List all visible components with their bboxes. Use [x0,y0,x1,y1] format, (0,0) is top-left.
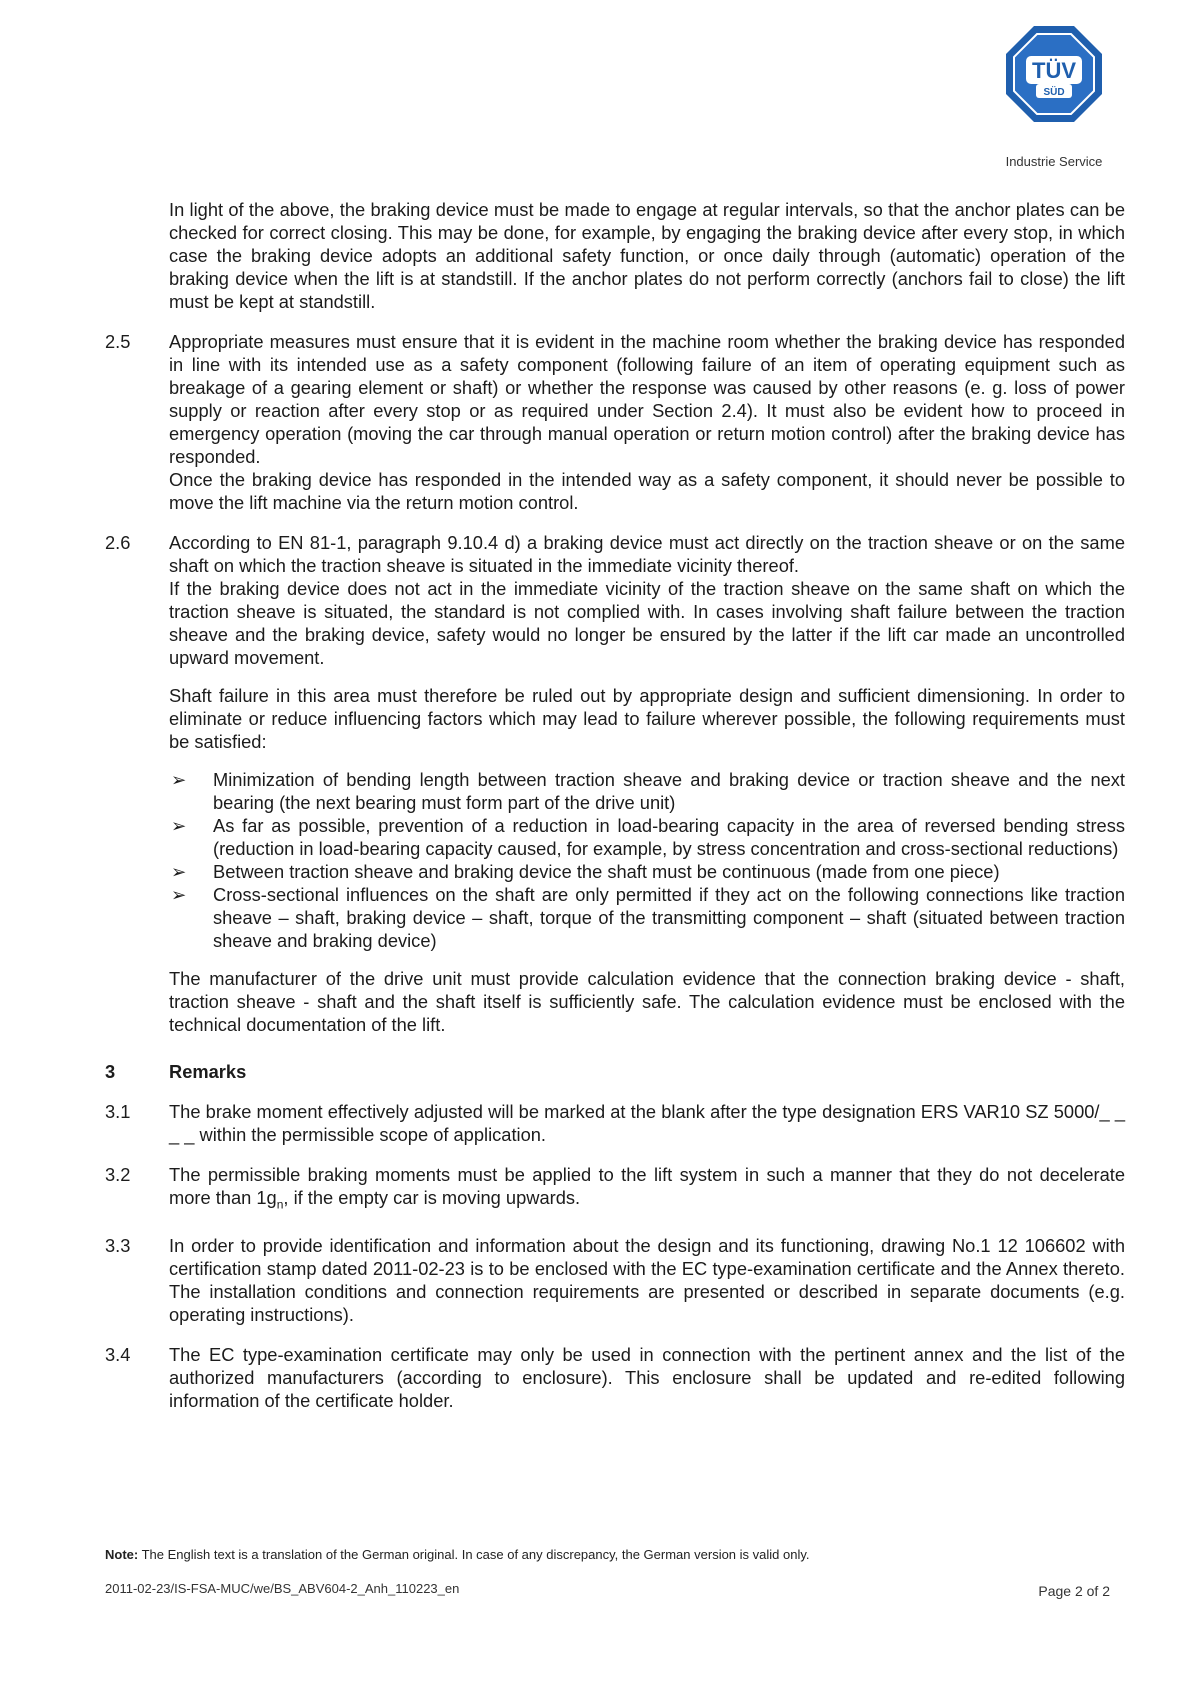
section-2-6-paragraph-1: According to EN 81-1, paragraph 9.10.4 d) a braking device must act directly on the traction sheave or on the same shaft on which the traction sheave is situated in the immediate vicinity thereof. [169,532,1125,576]
list-item: ➢ Minimization of bending length between traction sheave and braking device or traction sheave and the next bearing (the next bearing must form part of the drive unit) [171,769,1125,813]
arrow-bullet-icon: ➢ [171,815,187,836]
intro-paragraph: In light of the above, the braking device must be made to engage at regular intervals, so that the anchor plates can be checked for correct closing. This may be done, for example, by engaging the braking device after every stop, in which case the braking device adopts an additional safety function, or once daily through (automatic) operation of the braking device when the lift is at standstill. If the anchor plates do not perform correctly (anchors fail to close) the lift must be kept at standstill. [169,199,1125,312]
list-item: ➢ Between traction sheave and braking device the shaft must be continuous (made from one piece) [171,861,1000,882]
heading-title: Remarks [169,1061,247,1082]
section-3-1: 3.1 The brake moment effectively adjusted will be marked at the blank after the type designation ERS VAR10 SZ 5000/_ _ _ _ within the permissible scope of application. [105,1101,1125,1145]
logo-mark-top: TÜV [1032,58,1076,83]
document-reference: 2011-02-23/IS-FSA-MUC/we/BS_ABV604-2_Anh_110223_en [105,1581,460,1596]
list-item: ➢ As far as possible, prevention of a reduction in load-bearing capacity in the area of reversed bending stress (reduction in load-bearing capacity caused, for example, by stress concentration and cross-sectional reductions) [171,815,1125,859]
note-text: The English text is a translation of the German original. In case of any discrepancy, the German version is valid only. [138,1547,810,1562]
remarks-heading [105,1060,1125,1083]
section-2-5-paragraph-2: Once the braking device has responded in the intended way as a safety component, it should never be possible to move the lift machine via the return motion control. [169,469,1125,513]
section-number: 2.6 [105,532,131,553]
section-2-5-paragraph-1: Appropriate measures must ensure that it is evident in the machine room whether the braking device has responded in line with its intended use as a safety component (following failure of an item of operating equipment such as breakage of a gearing element or shaft) or whether the response was caused by other reasons (e. g. loss of power supply or reaction after every stop or as required under Section 2.4). It must also be evident how to proceed in emergency operation (moving the car through manual operation or return motion control) after the braking device has responded. [169,331,1125,467]
tuv-sud-logo [1000,22,1108,169]
document-body [105,198,1125,1412]
logo-mark-bottom: SÜD [1043,87,1065,98]
arrow-bullet-icon: ➢ [171,884,187,905]
section-3-2: 3.2 The permissible braking moments must be applied to the lift system in such a manner that they do not decelerate more than $1g_n$, if the empty car is moving upwards. [105,1164,1125,1212]
translation-note [105,1547,810,1562]
section-3-4: 3.4 The EC type-examination certificate may only be used in connection with the pertinent annex and the list of the authorized manufacturers (according to enclosure). This enclosure shall be updated and re-edited following information of the certificate holder. [105,1343,1125,1411]
page-number: Page 2 of 2 [1038,1583,1110,1599]
arrow-bullet-icon: ➢ [171,769,187,790]
logo-caption: Industrie Service [1005,154,1103,169]
heading-number: 3 [105,1061,116,1082]
section-2-6-paragraph-2: If the braking device does not act in the immediate vicinity of the traction sheave on the same shaft on which the traction sheave is situated, the standard is not complied with. In cases involving shaft failure between the traction sheave and the braking device, safety would no longer be ensured by the latter if the lift car made an uncontrolled upward movement. [169,578,1125,668]
list-item: ➢ Cross-sectional influences on the shaft are only permitted if they act on the following connections like traction sheave – shaft, braking device – shaft, torque of the transmitting component – shaft (situated between traction sheave and braking device) [171,884,1125,951]
requirements-list [169,768,1125,952]
tuv-octagon-icon [1002,22,1106,126]
section-number: 2.5 [105,331,131,352]
section-3-3: 3.3 In order to provide identification and information about the design and its functioning, drawing No.1 12 106602 with certification stamp dated 2011-02-23 is to be enclosed with the EC type-examination certificate and the Annex thereto. The installation conditions and connection requirements are presented or described in separate documents (e.g. operating instructions). [105,1234,1125,1325]
section-2-6-paragraph-4: The manufacturer of the drive unit must provide calculation evidence that the connection braking device - shaft, traction sheave - shaft and the shaft itself is sufficiently safe. The calculation evidence must be enclosed with the technical documentation of the lift. [169,968,1125,1035]
section-2-6-paragraph-3: Shaft failure in this area must therefore be ruled out by appropriate design and sufficient dimensioning. In order to eliminate or reduce influencing factors which may lead to failure wherever possible, the following requirements must be satisfied: [169,685,1125,752]
note-label: Note: [105,1547,139,1562]
section-2-5 [105,330,1125,514]
arrow-bullet-icon: ➢ [171,861,187,882]
section-2-6 [105,531,1125,1036]
